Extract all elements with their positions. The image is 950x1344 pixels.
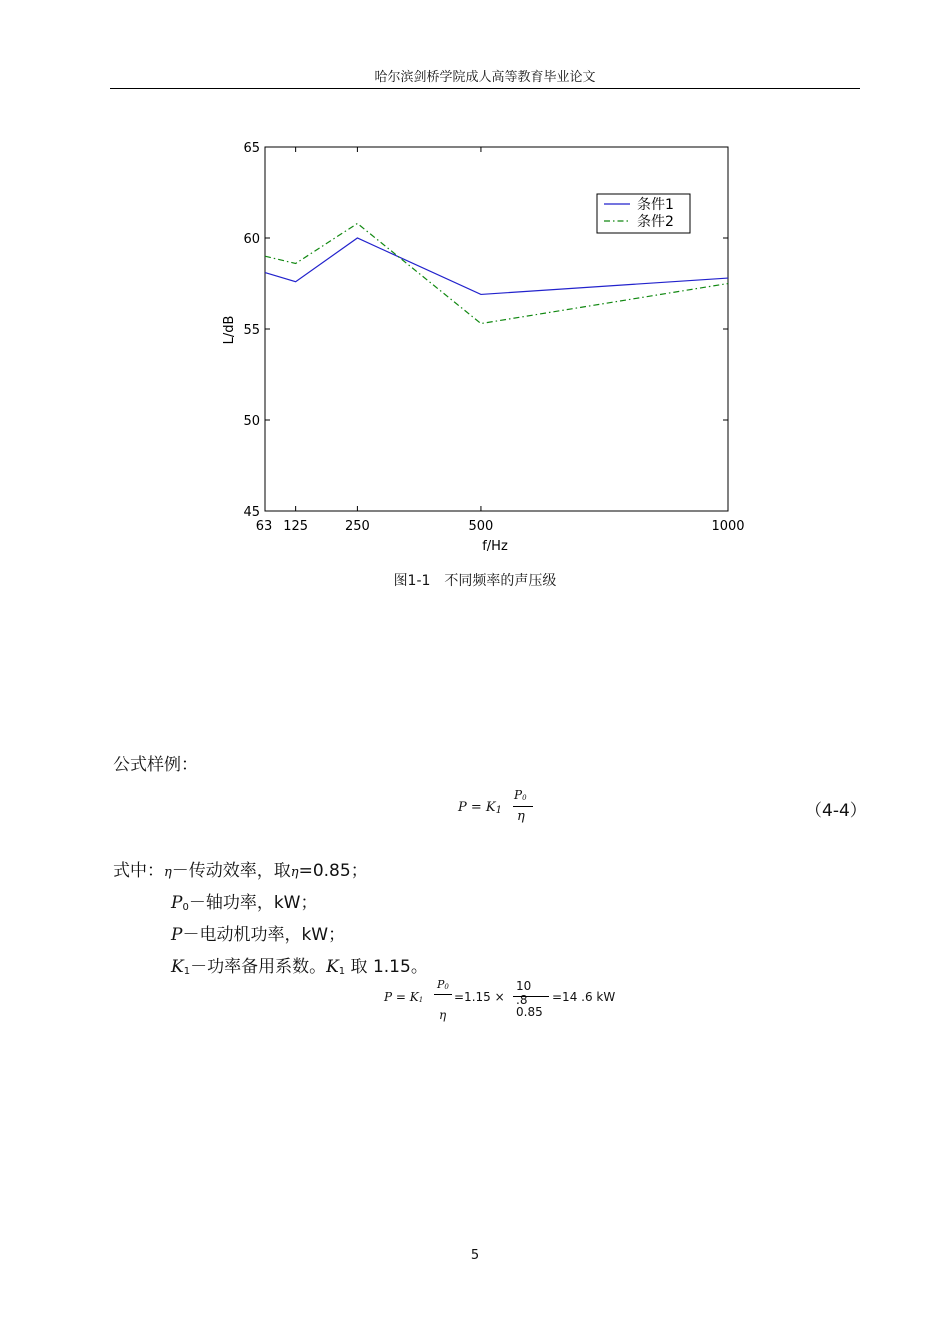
legend-label-2: 条件2: [637, 214, 674, 230]
sound-pressure-chart: [0, 0, 950, 560]
page-number: 5: [470, 1248, 480, 1263]
eq2-fraction-bar-2: [513, 996, 549, 997]
eq2-lhs: P = K1: [384, 990, 424, 1004]
definition-p0: $P_0-$轴功率，kW；: [171, 893, 318, 913]
series-line-1: [265, 238, 728, 294]
series-line-2: [265, 223, 728, 323]
x-tick-label: 250: [344, 519, 370, 534]
x-tick-label: 500: [468, 519, 494, 534]
eq2-eta: η: [439, 1008, 447, 1022]
eq2-result: =14 .6 kW: [552, 990, 616, 1004]
eq2-numerator: 10 .8: [516, 979, 532, 1007]
y-tick-label: 45: [243, 505, 260, 520]
eq1-numerator: P0: [514, 788, 527, 802]
eq2-denominator: 0.85: [516, 1005, 543, 1019]
formula-section-label: 公式样例：: [113, 755, 198, 775]
y-axis-label: L/dB: [222, 315, 237, 345]
x-tick-label: 1000: [711, 519, 745, 534]
y-tick-label: 55: [243, 323, 260, 338]
x-axis-label: f/Hz: [482, 539, 508, 554]
eq1-lhs: $P = K_1$: [458, 800, 502, 816]
eq1-fraction-bar: [513, 806, 533, 807]
definition-eta: 式中：η－传动效率，取η=0.85；: [113, 861, 368, 881]
x-tick-label: 125: [283, 519, 309, 534]
y-tick-label: 60: [243, 232, 260, 247]
y-tick-label: 65: [243, 141, 260, 156]
eq2-multiplier: =1.15 ×: [454, 990, 505, 1004]
figure-caption: 图1-1 不同频率的声压级: [393, 573, 557, 589]
definition-p: P－电动机功率，kW；: [171, 925, 346, 945]
legend-label-1: 条件1: [637, 197, 674, 213]
series-layer: [265, 223, 728, 323]
eq2-p0: P0: [437, 978, 449, 991]
eq2-fraction-bar-1: [434, 994, 452, 995]
y-tick-label: 50: [243, 414, 260, 429]
equation-number: （4-4）: [805, 801, 867, 821]
eq1-denominator: η: [517, 809, 525, 824]
legend: [597, 194, 690, 233]
definition-k1: $K_1-$功率备用系数。$K_1$ 取 1.15。: [171, 957, 428, 977]
page-header: 哈尔滨剑桥学院成人高等教育毕业论文: [374, 70, 596, 85]
x-tick-label: 63: [255, 519, 273, 534]
